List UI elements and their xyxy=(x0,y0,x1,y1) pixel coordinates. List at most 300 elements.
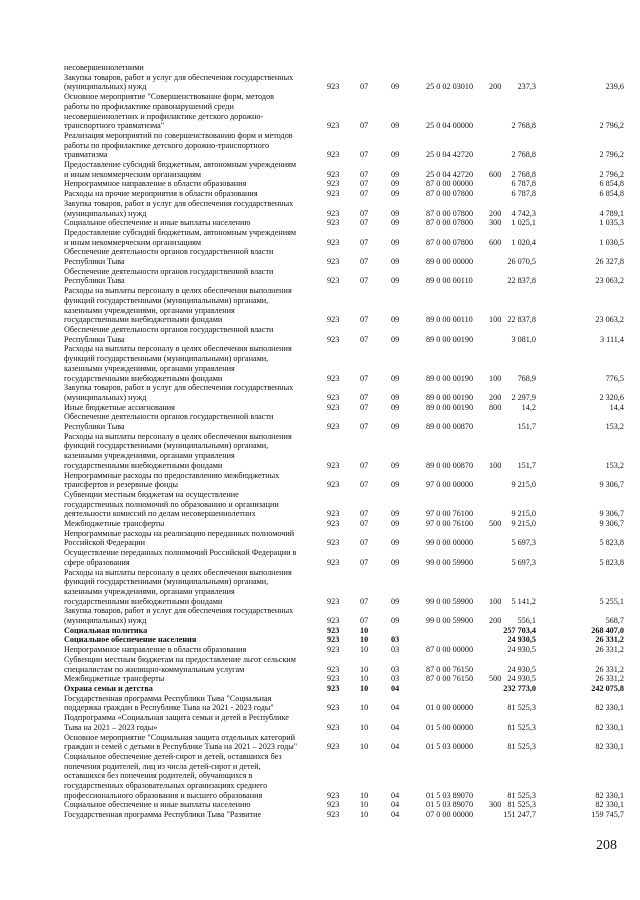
amount-year-2: 26 331,2 xyxy=(595,664,624,674)
row-name-line: несовершеннолетними xyxy=(64,63,144,72)
target-article-code: 01 5 00 00000 xyxy=(426,722,474,732)
amount-year-1: 5 697,3 xyxy=(511,557,536,567)
subsection-code: 09 xyxy=(391,257,400,267)
row-name-line: (муниципальных) нужд xyxy=(64,616,147,626)
amount-year-1: 257 703,4 xyxy=(503,625,536,635)
section-code: 10 xyxy=(360,645,369,655)
amount-year-1: 232 773,0 xyxy=(503,684,536,693)
row-name-line: и иным некоммерческим организациям xyxy=(64,237,202,247)
row-name-line: Социальная политика xyxy=(64,625,148,635)
ved-code: 923 xyxy=(327,645,340,655)
amount-year-2: 6 854,8 xyxy=(599,179,624,189)
row-name-line: деятельности комиссий по делам несовершеннолетних xyxy=(64,509,256,519)
target-article-code: 89 0 00 00190 xyxy=(426,334,474,344)
amount-year-1: 24 930,5 xyxy=(507,674,536,684)
ved-code: 923 xyxy=(327,257,340,267)
target-article-code: 97 0 00 76100 xyxy=(426,519,474,529)
section-code: 07 xyxy=(360,538,369,548)
row-name-line: казенными учреждениями, органами управления xyxy=(64,451,235,461)
row-name xyxy=(64,752,324,801)
amount-year-2: 14,4 xyxy=(609,402,624,412)
target-article-code: 01 5 03 00000 xyxy=(426,742,474,752)
ved-code: 923 xyxy=(327,402,340,412)
amount-year-1: 5 697,3 xyxy=(511,538,536,548)
row-name-line: Республики Тыва xyxy=(64,276,125,286)
row-name-line: специалистам по жилищно-коммунальным услугам xyxy=(64,664,245,674)
section-code: 07 xyxy=(360,208,369,218)
ved-code: 923 xyxy=(327,315,340,325)
section-code: 07 xyxy=(360,616,369,626)
target-article-code: 25 0 04 00000 xyxy=(426,121,474,131)
section-code: 07 xyxy=(360,402,369,412)
ved-code: 923 xyxy=(327,334,340,344)
row-name-line: оставшихся без попечения родителей, обучающихся в xyxy=(64,771,253,781)
amount-year-2: 82 330,1 xyxy=(595,800,624,810)
ved-code: 923 xyxy=(327,684,340,693)
amount-year-2: 82 330,1 xyxy=(595,742,624,752)
row-name xyxy=(64,286,324,325)
table-row xyxy=(64,529,624,548)
amount-year-1: 2 768,8 xyxy=(511,121,536,131)
budget-table xyxy=(64,63,624,820)
target-article-code: 87 0 00 00000 xyxy=(426,179,474,189)
expense-type-code: 100 xyxy=(489,315,502,325)
row-name-line: Республики Тыва xyxy=(64,422,125,432)
ved-code: 923 xyxy=(327,703,340,713)
ved-code: 923 xyxy=(327,276,340,286)
subsection-code: 09 xyxy=(391,82,400,92)
amount-year-1: 1 020,4 xyxy=(511,237,536,247)
target-article-code: 01 5 03 89070 xyxy=(426,800,474,810)
section-code: 10 xyxy=(360,722,369,732)
table-row xyxy=(64,92,624,131)
row-name xyxy=(64,160,324,179)
table-row xyxy=(64,606,624,625)
row-name-line: трансфертов и резервные фонды xyxy=(64,480,179,490)
amount-year-2: 268 407,0 xyxy=(591,625,624,635)
ved-code: 923 xyxy=(327,189,340,199)
target-article-code: 87 0 00 76150 xyxy=(426,664,474,674)
amount-year-2: 82 330,1 xyxy=(595,722,624,732)
subsection-code: 09 xyxy=(391,179,400,189)
row-name xyxy=(64,548,324,567)
subsection-code: 03 xyxy=(391,674,400,684)
row-name-line: Обеспечение деятельности органов государственной власти xyxy=(64,247,274,257)
row-name-line: Российской Федерации xyxy=(64,538,146,548)
subsection-code: 09 xyxy=(391,392,400,402)
table-row xyxy=(64,325,624,344)
amount-year-2: 5 255,1 xyxy=(599,596,624,606)
section-code: 07 xyxy=(360,179,369,189)
section-code: 07 xyxy=(360,218,369,228)
target-article-code: 25 0 04 42720 xyxy=(426,169,474,179)
amount-year-2: 9 306,7 xyxy=(599,519,624,529)
subsection-code: 09 xyxy=(391,596,400,606)
row-name-line: работы по профилактике детского дорожно-транспортного xyxy=(64,140,270,150)
table-row xyxy=(64,800,624,810)
row-name-line: Закупка товаров, работ и услуг для обеспечения государственных xyxy=(64,383,294,393)
row-name xyxy=(64,529,324,548)
ved-code: 923 xyxy=(327,422,340,432)
amount-year-2: 26 331,2 xyxy=(595,645,624,655)
table-row xyxy=(64,519,624,529)
amount-year-2: 1 035,3 xyxy=(599,218,624,228)
amount-year-1: 2 768,8 xyxy=(511,150,536,160)
amount-year-1: 9 215,0 xyxy=(511,509,536,519)
row-name-line: граждан и семей с детьми в Республике Тыва на 2021 – 2023 годы" xyxy=(64,742,298,752)
amount-year-2: 3 111,4 xyxy=(600,334,624,344)
section-code: 07 xyxy=(360,334,369,344)
row-name xyxy=(64,655,324,674)
row-name xyxy=(64,199,324,218)
row-name xyxy=(64,267,324,286)
ved-code: 923 xyxy=(327,179,340,189)
table-row xyxy=(64,674,624,684)
section-code: 07 xyxy=(360,150,369,160)
subsection-code: 09 xyxy=(391,373,400,383)
row-name-line: Социальное обеспечение и иные выплаты населению xyxy=(64,218,251,228)
row-name-line: Основное мероприятие "Социальная защита отдельных категорий xyxy=(64,732,296,742)
amount-year-1: 6 787,8 xyxy=(511,189,536,199)
row-name-line: функций государственными (муниципальными) органами, xyxy=(64,295,269,305)
row-name xyxy=(64,568,324,607)
expense-type-code: 300 xyxy=(489,800,502,810)
ved-code: 923 xyxy=(327,150,340,160)
amount-year-2: 5 823,8 xyxy=(599,557,624,567)
row-name-line: (муниципальных) нужд xyxy=(64,392,147,402)
target-article-code: 01 5 03 89070 xyxy=(426,790,474,800)
amount-year-1: 2 297,9 xyxy=(511,392,536,402)
ved-code: 923 xyxy=(327,557,340,567)
ved-code: 923 xyxy=(327,208,340,218)
row-name-line: Осуществление переданных полномочий Российской Федерации в xyxy=(64,548,297,558)
ved-code: 923 xyxy=(327,509,340,519)
table-row xyxy=(64,568,624,607)
row-name-line: Непрограммные расходы по предоставлению межбюджетных xyxy=(64,470,280,480)
target-article-code: 87 0 00 76150 xyxy=(426,674,474,684)
subsection-code: 09 xyxy=(391,150,400,160)
row-name xyxy=(64,218,324,228)
row-name xyxy=(64,674,324,684)
expense-type-code: 100 xyxy=(489,460,502,470)
row-name-line: транспортного травматизма" xyxy=(64,121,165,131)
table-row xyxy=(64,626,624,636)
table-row xyxy=(64,645,624,655)
target-article-code: 99 0 00 59900 xyxy=(426,616,474,626)
row-name-line: Непрограммные расходы на реализацию переданных полномочий xyxy=(64,528,295,538)
section-code: 10 xyxy=(360,684,369,693)
target-article-code: 89 0 00 00110 xyxy=(426,276,473,286)
subsection-code: 09 xyxy=(391,538,400,548)
table-row xyxy=(64,810,624,820)
expense-type-code: 600 xyxy=(489,169,502,179)
table-row xyxy=(64,179,624,189)
subsection-code: 09 xyxy=(391,276,400,286)
amount-year-2: 776,5 xyxy=(605,373,624,383)
expense-type-code: 600 xyxy=(489,237,502,247)
amount-year-2: 153,2 xyxy=(605,460,624,470)
row-name-line: сфере образования xyxy=(64,557,130,567)
subsection-code: 09 xyxy=(391,237,400,247)
amount-year-1: 81 525,3 xyxy=(507,800,536,810)
subsection-code: 03 xyxy=(391,664,400,674)
subsection-code: 09 xyxy=(391,557,400,567)
subsection-code: 04 xyxy=(391,800,400,810)
row-name-line: Расходы на выплаты персоналу в целях обеспечения выполнения xyxy=(64,286,292,296)
table-row xyxy=(64,267,624,286)
row-name xyxy=(64,189,324,199)
expense-type-code: 500 xyxy=(489,674,502,684)
row-name-line: Закупка товаров, работ и услуг для обеспечения государственных xyxy=(64,72,294,82)
subsection-code: 09 xyxy=(391,169,400,179)
section-code: 10 xyxy=(360,742,369,752)
row-name-line: Реализация мероприятий по совершенствованию форм и методов xyxy=(64,130,293,140)
subsection-code: 09 xyxy=(391,334,400,344)
row-name-line: государственных полномочий по образованию и организации xyxy=(64,499,279,509)
target-article-code: 89 0 00 00110 xyxy=(426,315,473,325)
ved-code: 923 xyxy=(327,121,340,131)
row-name-line: Тыва на 2021 – 2023 годы» xyxy=(64,722,158,732)
row-name xyxy=(64,131,324,160)
section-code: 07 xyxy=(360,392,369,402)
subsection-code: 09 xyxy=(391,402,400,412)
row-name xyxy=(64,179,324,189)
row-name-line: казенными учреждениями, органами управления xyxy=(64,305,235,315)
subsection-code: 09 xyxy=(391,460,400,470)
amount-year-2: 26 331,2 xyxy=(595,635,624,645)
target-article-code: 89 0 00 00190 xyxy=(426,373,474,383)
amount-year-1: 14,2 xyxy=(521,402,536,412)
amount-year-2: 242 075,8 xyxy=(591,684,624,693)
target-article-code: 97 0 00 76100 xyxy=(426,509,474,519)
target-article-code: 07 0 00 00000 xyxy=(426,810,474,820)
expense-type-code: 500 xyxy=(489,519,502,529)
row-name-line: Государственная программа Республики Тыва "Развитие xyxy=(64,810,262,820)
amount-year-1: 4 742,3 xyxy=(511,208,536,218)
ved-code: 923 xyxy=(327,616,340,626)
table-row xyxy=(64,432,624,471)
ved-code: 923 xyxy=(327,169,340,179)
target-article-code: 25 0 04 42720 xyxy=(426,150,474,160)
row-name-line: Обеспечение деятельности органов государственной власти xyxy=(64,266,274,276)
ved-code: 923 xyxy=(327,625,340,635)
row-name-line: Расходы на выплаты персоналу в целях обеспечения выполнения xyxy=(64,344,292,354)
row-name-line: Обеспечение деятельности органов государственной власти xyxy=(64,412,274,422)
subsection-code: 03 xyxy=(391,635,400,645)
table-row xyxy=(64,471,624,490)
target-article-code: 87 0 00 07800 xyxy=(426,237,474,247)
amount-year-2: 23 063,2 xyxy=(595,276,624,286)
subsection-code: 03 xyxy=(391,645,400,655)
row-name-line: Закупка товаров, работ и услуг для обеспечения государственных xyxy=(64,198,294,208)
row-name xyxy=(64,810,324,820)
amount-year-1: 81 525,3 xyxy=(507,703,536,713)
expense-type-code: 200 xyxy=(489,392,502,402)
amount-year-2: 568,7 xyxy=(605,616,624,626)
row-name-line: Подпрограмма «Социальная защита семьи и детей в Республике xyxy=(64,713,289,723)
table-row xyxy=(64,189,624,199)
amount-year-1: 24 930,5 xyxy=(507,664,536,674)
amount-year-1: 26 070,5 xyxy=(507,257,536,267)
amount-year-2: 5 823,8 xyxy=(599,538,624,548)
subsection-code: 09 xyxy=(391,189,400,199)
row-name-line: поддержка граждан в Республике Тыва на 2021 - 2023 годы" xyxy=(64,703,274,713)
row-name-line: (муниципальных) нужд xyxy=(64,82,147,92)
ved-code: 923 xyxy=(327,460,340,470)
section-code: 07 xyxy=(360,189,369,199)
row-name-line: Обеспечение деятельности органов государственной власти xyxy=(64,324,274,334)
row-name xyxy=(64,63,324,73)
row-name xyxy=(64,490,324,519)
section-code: 07 xyxy=(360,596,369,606)
amount-year-1: 151,7 xyxy=(517,422,536,432)
subsection-code: 04 xyxy=(391,742,400,752)
row-name xyxy=(64,344,324,383)
subsection-code: 04 xyxy=(391,722,400,732)
row-name xyxy=(64,325,324,344)
ved-code: 923 xyxy=(327,635,340,645)
row-name-line: функций государственными (муниципальными) органами, xyxy=(64,441,269,451)
row-name-line: попечения родителей, лиц из числа детей-сирот и детей, xyxy=(64,761,261,771)
amount-year-1: 22 837,8 xyxy=(507,315,536,325)
subsection-code: 09 xyxy=(391,480,400,490)
row-name-line: государственными внебюджетными фондами xyxy=(64,373,223,383)
subsection-code: 04 xyxy=(391,684,400,693)
amount-year-2: 26 331,2 xyxy=(595,674,624,684)
row-name xyxy=(64,403,324,413)
amount-year-1: 24 930,5 xyxy=(507,635,536,645)
table-row xyxy=(64,490,624,519)
section-code: 07 xyxy=(360,257,369,267)
expense-type-code: 200 xyxy=(489,616,502,626)
table-row xyxy=(64,286,624,325)
subsection-code: 09 xyxy=(391,315,400,325)
table-row xyxy=(64,160,624,179)
subsection-code: 09 xyxy=(391,616,400,626)
amount-year-2: 2 320,6 xyxy=(599,392,624,402)
row-name-line: Социальное обеспечение населения xyxy=(64,635,197,645)
amount-year-1: 24 930,5 xyxy=(507,645,536,655)
row-name xyxy=(64,800,324,810)
table-row xyxy=(64,694,624,713)
row-name-line: Предоставление субсидий бюджетным, автономным учреждениям xyxy=(64,227,297,237)
row-name-line: Республики Тыва xyxy=(64,257,125,267)
section-code: 10 xyxy=(360,674,369,684)
ved-code: 923 xyxy=(327,519,340,529)
row-name xyxy=(64,713,324,732)
section-code: 07 xyxy=(360,460,369,470)
row-name-line: несовершеннолетних и профилактике детского дорожно- xyxy=(64,111,264,121)
section-code: 07 xyxy=(360,557,369,567)
row-name-line: Межбюджетные трансферты xyxy=(64,519,165,529)
amount-year-1: 5 141,2 xyxy=(511,596,536,606)
row-name-line: Непрограммное направление в области образования xyxy=(64,179,247,189)
row-name-line: Расходы на прочие мероприятия в области образования xyxy=(64,189,258,199)
ved-code: 923 xyxy=(327,392,340,402)
row-name-line: функций государственными (муниципальными) органами, xyxy=(64,354,269,364)
ved-code: 923 xyxy=(327,237,340,247)
target-article-code: 89 0 00 00870 xyxy=(426,460,474,470)
row-name xyxy=(64,228,324,247)
amount-year-1: 1 025,1 xyxy=(511,218,536,228)
row-name-line: государственных образовательных организациях среднего xyxy=(64,781,268,791)
ved-code: 923 xyxy=(327,596,340,606)
row-name xyxy=(64,432,324,471)
subsection-code: 09 xyxy=(391,422,400,432)
amount-year-2: 239,6 xyxy=(605,82,624,92)
section-code: 07 xyxy=(360,237,369,247)
target-article-code: 99 0 00 59900 xyxy=(426,596,474,606)
section-code: 10 xyxy=(360,800,369,810)
amount-year-1: 237,3 xyxy=(517,82,536,92)
subsection-code: 09 xyxy=(391,121,400,131)
amount-year-2: 159 745,7 xyxy=(591,810,624,820)
ved-code: 923 xyxy=(327,664,340,674)
target-article-code: 89 0 00 00870 xyxy=(426,422,474,432)
row-name-line: (муниципальных) нужд xyxy=(64,208,147,218)
row-name-line: Социальное обеспечение и иные выплаты населению xyxy=(64,800,251,810)
section-code: 07 xyxy=(360,169,369,179)
ved-code: 923 xyxy=(327,790,340,800)
row-name xyxy=(64,412,324,431)
table-row xyxy=(64,344,624,383)
table-row xyxy=(64,247,624,266)
ved-code: 923 xyxy=(327,810,340,820)
amount-year-2: 6 854,8 xyxy=(599,189,624,199)
row-name-line: Закупка товаров, работ и услуг для обеспечения государственных xyxy=(64,606,294,616)
amount-year-2: 26 327,8 xyxy=(595,257,624,267)
row-name-line: Иные бюджетные ассигнования xyxy=(64,402,175,412)
row-name xyxy=(64,684,324,694)
subsection-code: 09 xyxy=(391,519,400,529)
table-row xyxy=(64,548,624,567)
row-name-line: Непрограммное направление в области образования xyxy=(64,645,247,655)
table-row xyxy=(64,655,624,674)
row-name-line: травматизма xyxy=(64,150,108,160)
section-code: 07 xyxy=(360,422,369,432)
row-name xyxy=(64,471,324,490)
expense-type-code: 800 xyxy=(489,402,502,412)
section-code: 10 xyxy=(360,625,369,635)
row-name-line: Предоставление субсидий бюджетным, автономным учреждениям xyxy=(64,160,297,170)
ved-code: 923 xyxy=(327,800,340,810)
amount-year-1: 6 787,8 xyxy=(511,179,536,189)
expense-type-code: 200 xyxy=(489,208,502,218)
row-name-line: государственными внебюджетными фондами xyxy=(64,596,223,606)
row-name-line: Государственная программа Республики Тыва "Социальная xyxy=(64,693,272,703)
target-article-code: 87 0 00 00000 xyxy=(426,645,474,655)
subsection-code: 09 xyxy=(391,218,400,228)
row-name xyxy=(64,694,324,713)
subsection-code: 04 xyxy=(391,703,400,713)
row-name xyxy=(64,635,324,645)
target-article-code: 87 0 00 07800 xyxy=(426,208,474,218)
amount-year-2: 1 030,5 xyxy=(599,237,624,247)
section-code: 07 xyxy=(360,315,369,325)
table-row xyxy=(64,73,624,92)
target-article-code: 89 0 00 00190 xyxy=(426,392,474,402)
row-name-line: Республики Тыва xyxy=(64,334,125,344)
target-article-code: 99 0 00 59900 xyxy=(426,557,474,567)
amount-year-2: 82 330,1 xyxy=(595,703,624,713)
table-row xyxy=(64,63,624,73)
row-name-line: казенными учреждениями, органами управления xyxy=(64,586,235,596)
row-name-line: Субвенции местным бюджетам на осуществление xyxy=(64,489,239,499)
section-code: 07 xyxy=(360,480,369,490)
amount-year-1: 768,9 xyxy=(517,373,536,383)
table-row xyxy=(64,383,624,402)
row-name-line: функций государственными (муниципальными) органами, xyxy=(64,577,269,587)
